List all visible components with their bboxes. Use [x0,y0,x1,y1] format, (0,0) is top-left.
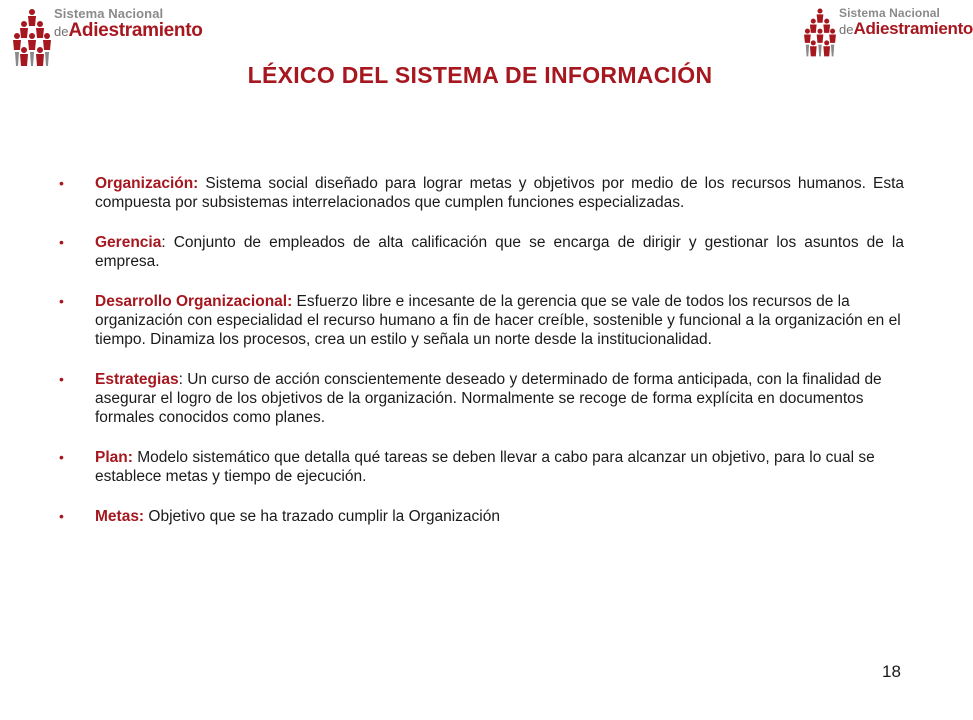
glossary-definition: Sistema social diseñado para lograr metas y objetivos por medio de los recursos humanos. Esta compuesta por subsistemas interrelacionados que cumplen funciones especializadas. [95,175,904,211]
glossary-item-gerencia [56,233,904,271]
glossary-item-organizacion [56,174,904,212]
glossary-term: Estrategias [95,371,179,388]
logo-line2-prefix: de [839,22,854,37]
glossary-term: Metas: [95,508,145,525]
slide-title: LÉXICO DEL SISTEMA DE INFORMACIÓN [247,62,713,88]
glossary-term: Plan: [95,449,133,466]
bullet-icon: • [59,175,64,191]
bullet-icon: • [59,293,64,309]
logo-line1: Sistema Nacional [54,6,164,21]
header-logo-left [12,6,203,68]
glossary-term: Organización: [95,175,199,192]
bullet-icon: • [59,449,64,465]
glossary-definition: Objetivo que se ha trazado cumplir la Organización [144,508,500,525]
logo-line2-main: Adiestramiento [853,19,973,38]
glossary-definition: Esfuerzo libre e incesante de la gerencia que se vale de todos los recursos de la organización con especialidad el recurso humano a fin de hacer creíble, sostenible y funcional a la organización en el tiempo. Dinamiza los procesos, crea un estilo y señala un norte desde la institucionalidad. [95,293,901,348]
glossary-item-metas [56,507,904,526]
logo-line2 [54,21,203,40]
logo-line2 [839,20,973,37]
glossary-definition: : Un curso de acción conscientemente deseado y determinado de forma anticipada, con la finalidad de asegurar el logro de los objetivos de la organización. Normalmente se recoge de forma explícita en documentos formales conocidos como planes. [95,371,882,426]
glossary-term: Desarrollo Organizacional: [95,293,293,310]
glossary-item-desarrollo-organizacional [56,292,904,349]
glossary-list [56,174,904,547]
bullet-icon: • [59,508,64,524]
glossary-definition: Modelo sistemático que detalla qué tareas se deben llevar a cabo para alcanzar un objetivo, para lo cual se establece metas y tiempo de ejecución. [95,449,875,485]
logo-line2-prefix: de [54,24,69,39]
header-logo-right [803,6,973,58]
people-pyramid-logo-icon [803,6,837,58]
glossary-item-estrategias [56,370,904,427]
logo-text [839,7,973,37]
logo-line2-main: Adiestramiento [68,20,203,41]
glossary-item-plan [56,448,904,486]
logo-text [54,7,203,40]
people-pyramid-logo-icon [12,6,52,68]
bullet-icon: • [59,371,64,387]
page-number: 18 [882,662,901,681]
logo-line1: Sistema Nacional [839,6,940,20]
glossary-term: Gerencia [95,234,162,251]
glossary-definition: : Conjunto de empleados de alta calificación que se encarga de dirigir y gestionar los asuntos de la empresa. [95,234,904,270]
bullet-icon: • [59,234,64,250]
